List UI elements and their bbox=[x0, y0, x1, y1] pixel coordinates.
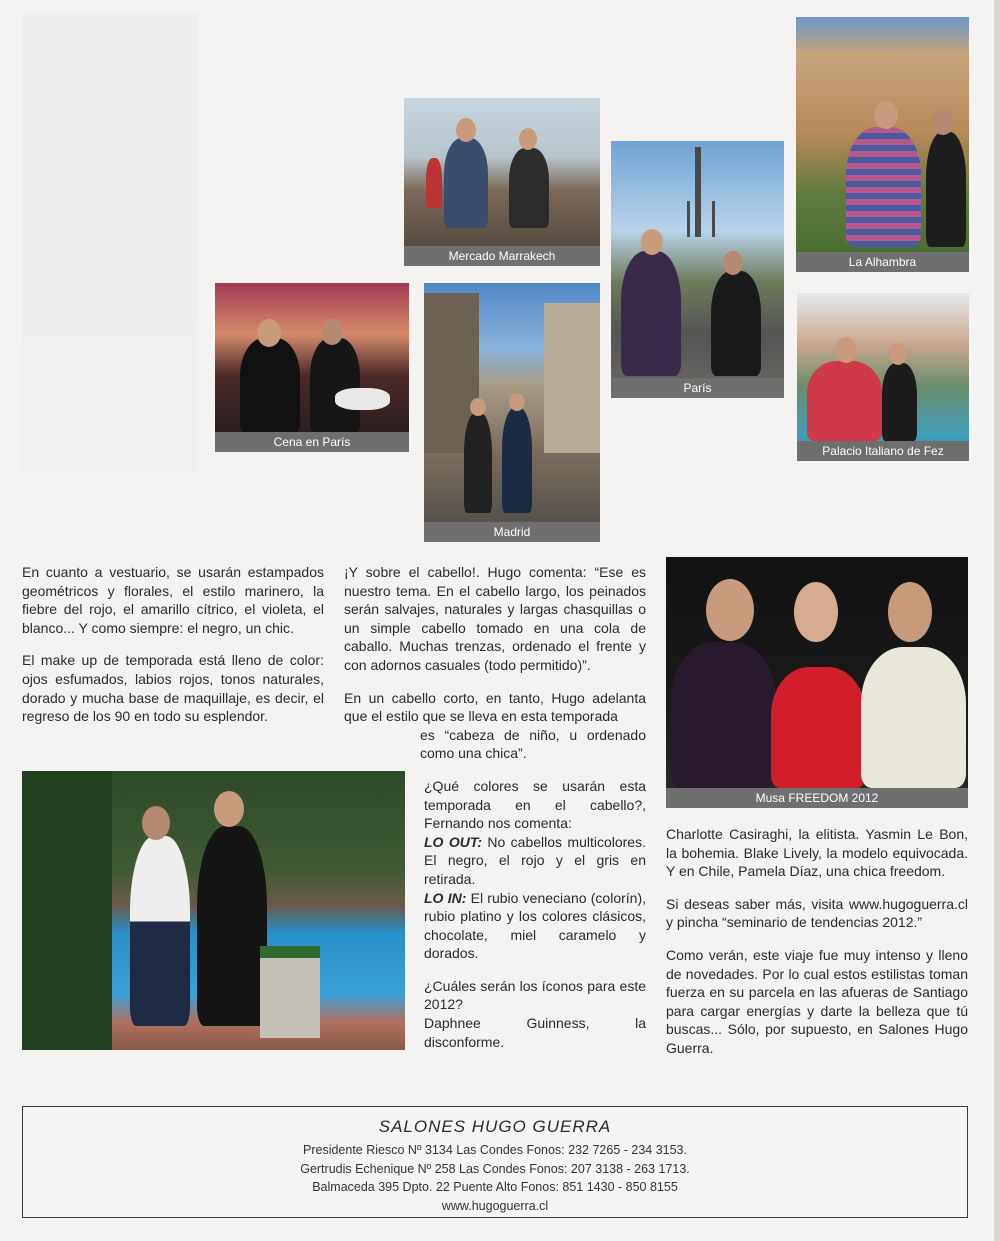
photo-musa-freedom bbox=[666, 557, 968, 808]
paragraph-colores-pregunta: ¿Qué colores se usarán esta temporada en el cabello?, Fernando nos comenta: bbox=[424, 777, 646, 832]
lo-out-label: LO OUT: bbox=[424, 833, 482, 850]
article-column-3 bbox=[666, 825, 968, 1072]
salon-address-1: Presidente Riesco Nº 3134 Las Condes Fonos: 232 7265 - 234 3153. bbox=[303, 1143, 687, 1157]
photo-paris bbox=[611, 141, 784, 398]
paragraph-cabello-corto: En un cabello corto, en tanto, Hugo adelanta que el estilo que se lleva en esta temporada bbox=[344, 689, 646, 725]
paragraph-daphnee: Daphnee Guinness, la disconforme. bbox=[424, 1015, 646, 1050]
caption-musa-freedom: Musa FREEDOM 2012 bbox=[666, 788, 968, 808]
photo-la-alhambra bbox=[796, 17, 969, 272]
lo-out-text: No cabellos multicolores. El negro, el rojo y el gris en retirada. bbox=[424, 833, 646, 887]
paragraph-lo-out bbox=[424, 833, 646, 889]
paragraph-cabello: ¡Y sobre el cabello!. Hugo comenta: “Ese es nuestro tema. En el cabello largo, los peinados serán salvajes, naturales y largas chasquillas o un simple cabello tomado en una cola de caballo. Muchas trenzas, ordenado el frente y con adornos casuales (todo permitido)”. bbox=[344, 564, 646, 673]
paragraph-cabello-corto-cont: es “cabeza de niño, u ordenado como una chica”. bbox=[420, 726, 646, 762]
caption-madrid: Madrid bbox=[424, 522, 600, 542]
caption-palacio-fez: Palacio Italiano de Fez bbox=[797, 441, 969, 461]
salon-address-2: Gertrudis Echenique Nº 258 Las Condes Fonos: 207 3138 - 263 1713. bbox=[300, 1161, 690, 1176]
photo-cena-paris bbox=[215, 283, 409, 452]
paragraph-make-up: El make up de temporada está lleno de color: ojos esfumados, labios rojos, tonos naturales, dorado y mucha base de maquillaje, es decir, el regreso de los 90 en todo su esplendor. bbox=[22, 652, 324, 725]
paragraph-conclusion: Como verán, este viaje fue muy intenso y lleno de novedades. Por lo cual estos estilistas toman fuerza en su parcela en las afueras de Santiago para cargar energías y darte la belleza que tú buscas... Sólo, por supuesto, en Salones Hugo Guerra. bbox=[666, 946, 968, 1056]
background-shade bbox=[22, 14, 197, 474]
paragraph-web: Si deseas saber más, visita www.hugoguerra.cl y pincha “seminario de tendencias 2012.” bbox=[666, 895, 968, 931]
paragraph-vestuario: En cuanto a vestuario, se usarán estampados geométricos y florales, el estilo marinero, la fiebre del rojo, el amarillo cítrico, el violeta, el blanco... Y como siempre: el negro, un chic. bbox=[22, 564, 324, 636]
caption-la-alhambra: La Alhambra bbox=[796, 252, 969, 272]
caption-paris: París bbox=[611, 378, 784, 398]
paragraph-iconos-pregunta: ¿Cuáles serán los íconos para este 2012? bbox=[424, 977, 646, 1013]
article-column-1 bbox=[22, 563, 324, 740]
salon-contact-box bbox=[22, 1106, 968, 1218]
page-edge bbox=[994, 0, 1000, 1241]
salon-website[interactable]: www.hugoguerra.cl bbox=[441, 1198, 549, 1213]
column-2-indented bbox=[344, 777, 646, 1051]
lo-in-label: LO IN: bbox=[424, 889, 467, 906]
caption-cena-paris: Cena en París bbox=[215, 432, 409, 452]
photo-mercado-marrakech bbox=[404, 98, 600, 266]
caption-mercado-marrakech: Mercado Marrakech bbox=[404, 246, 600, 266]
salon-name: SALONES HUGO GUERRA bbox=[378, 1117, 612, 1136]
lo-in-text: El rubio veneciano (colorín), rubio platino y los colores clásicos, chocolate, miel caramelo y dorados. bbox=[424, 889, 646, 962]
paragraph-lo-in bbox=[424, 889, 646, 963]
article-column-2 bbox=[344, 563, 646, 1065]
photo-palacio-fez bbox=[797, 293, 969, 461]
salon-address-3: Balmaceda 395 Dpto. 22 Puente Alto Fonos: 851 1430 - 850 8155 bbox=[312, 1180, 678, 1194]
photo-madrid bbox=[424, 283, 600, 542]
paragraph-iconos: Charlotte Casiraghi, la elitista. Yasmin Le Bon, la bohemia. Blake Lively, la modelo equivocada. Y en Chile, Pamela Díaz, una chica freedom. bbox=[666, 826, 968, 880]
